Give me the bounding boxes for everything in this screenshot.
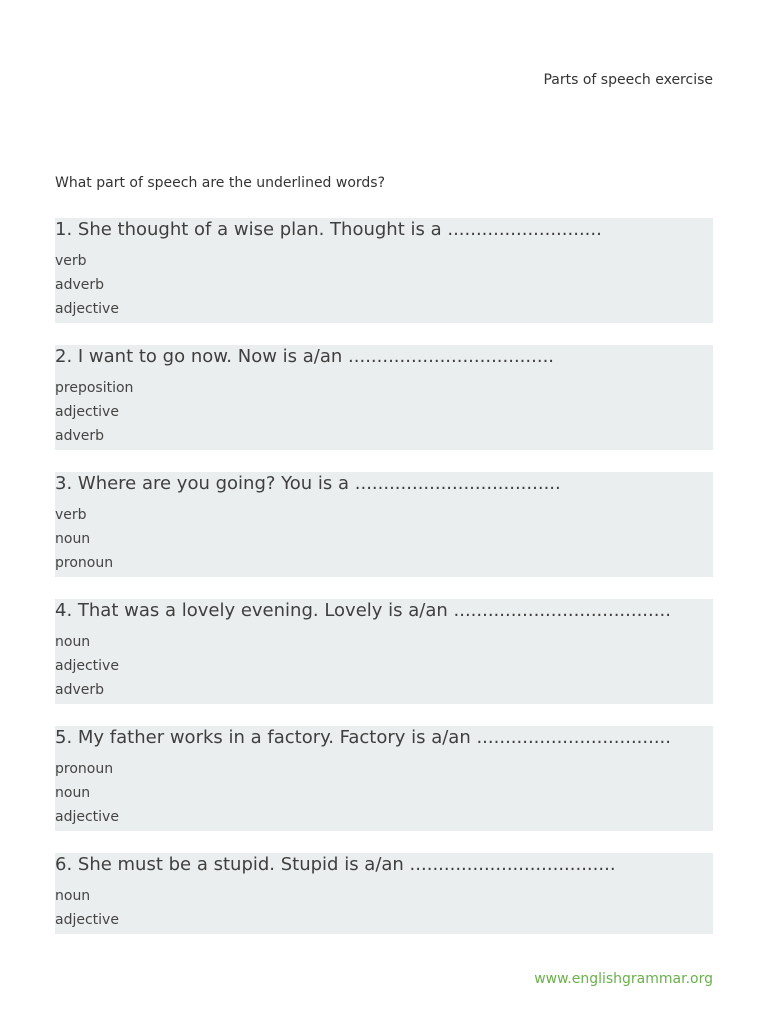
option-item[interactable]: adverb bbox=[55, 682, 105, 698]
page-title: Parts of speech exercise bbox=[543, 72, 713, 88]
option-item[interactable]: noun bbox=[55, 634, 91, 650]
option-item[interactable]: noun bbox=[55, 531, 91, 547]
option-item[interactable]: adjective bbox=[55, 301, 119, 317]
question-text: 4. That was a lovely evening. Lovely is a/an ...................................... bbox=[55, 600, 671, 621]
site-link[interactable]: www.englishgrammar.org bbox=[534, 971, 713, 987]
question-3 bbox=[55, 472, 713, 577]
option-item[interactable]: preposition bbox=[55, 380, 134, 396]
option-item[interactable]: noun bbox=[55, 785, 91, 801]
question-text: 6. She must be a stupid. Stupid is a/an .................................... bbox=[55, 854, 616, 875]
question-1 bbox=[55, 218, 713, 323]
question-text: 5. My father works in a factory. Factory is a/an .................................. bbox=[55, 727, 671, 748]
option-item[interactable]: pronoun bbox=[55, 555, 114, 571]
option-item[interactable]: pronoun bbox=[55, 761, 114, 777]
option-item[interactable]: adjective bbox=[55, 404, 119, 420]
question-4 bbox=[55, 599, 713, 704]
option-item[interactable]: adverb bbox=[55, 277, 105, 293]
option-item[interactable]: verb bbox=[55, 253, 87, 269]
question-text: 2. I want to go now. Now is a/an .................................... bbox=[55, 346, 555, 367]
question-6 bbox=[55, 853, 713, 934]
option-item[interactable]: noun bbox=[55, 888, 91, 904]
question-list bbox=[55, 218, 713, 956]
option-item[interactable]: adverb bbox=[55, 428, 105, 444]
question-5 bbox=[55, 726, 713, 831]
question-text: 3. Where are you going? You is a .................................... bbox=[55, 473, 561, 494]
instructions-text: What part of speech are the underlined words? bbox=[55, 175, 386, 191]
question-2 bbox=[55, 345, 713, 450]
option-item[interactable]: adjective bbox=[55, 809, 119, 825]
question-text: 1. She thought of a wise plan. Thought is a ........................... bbox=[55, 219, 602, 240]
option-item[interactable]: adjective bbox=[55, 912, 119, 928]
option-item[interactable]: verb bbox=[55, 507, 87, 523]
option-item[interactable]: adjective bbox=[55, 658, 119, 674]
